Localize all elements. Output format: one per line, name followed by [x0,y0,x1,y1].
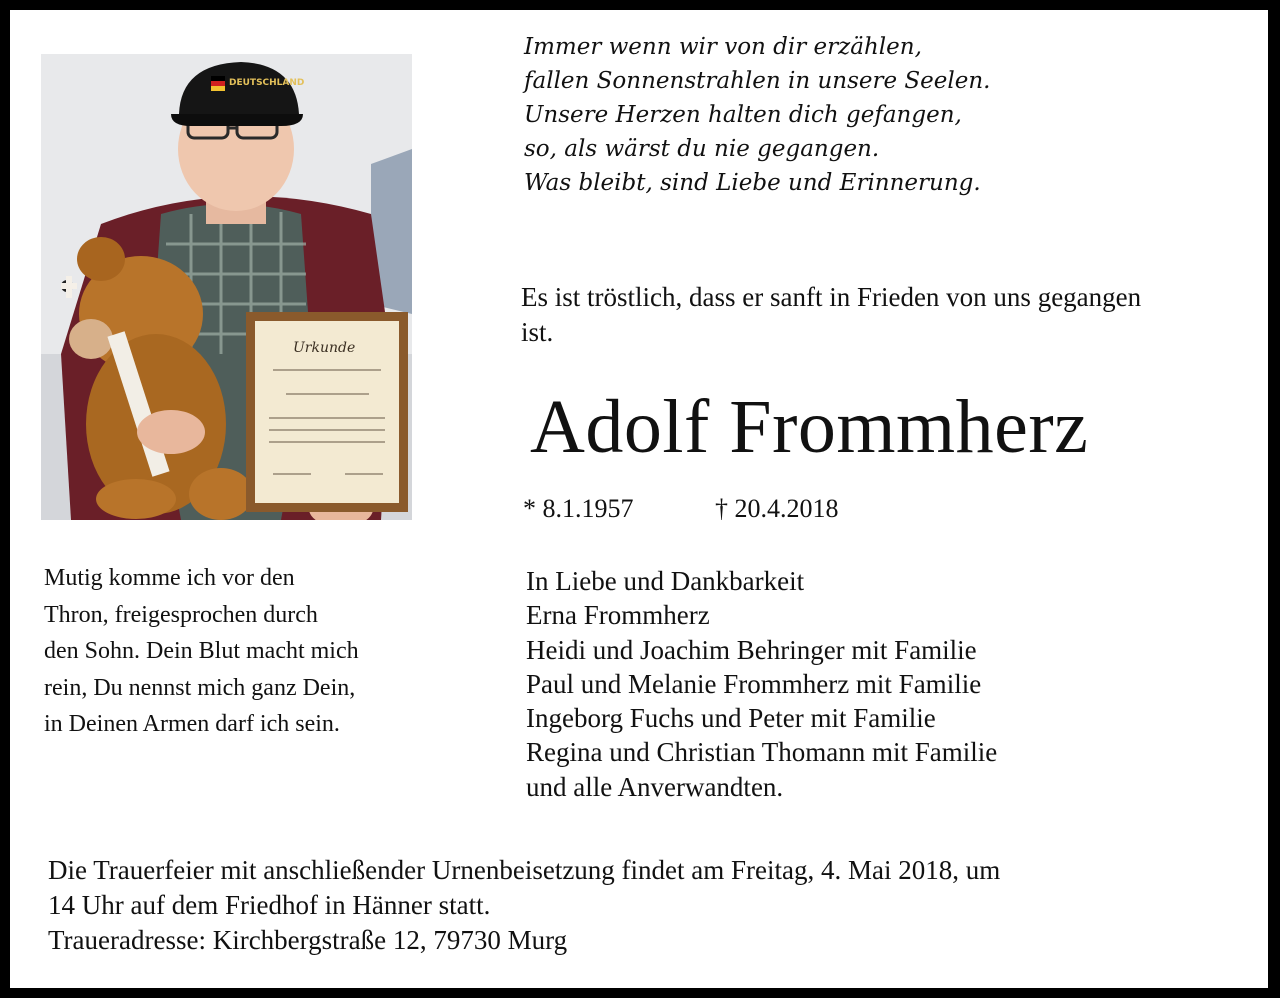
life-dates [523,492,839,526]
poem-line: Immer wenn wir von dir erzählen, [524,34,922,60]
mourner-entry: Heidi und Joachim Behringer mit Familie [526,634,977,665]
certificate-title: Urkunde [293,340,356,356]
funeral-details-line: Die Trauerfeier mit anschließender Urnenbeisetzung findet am Freitag, 4. Mai 2018, um [48,855,1001,885]
memorial-poem [524,30,991,200]
poem-line: Was bleibt, sind Liebe und Erinnerung. [524,170,981,196]
deceased-name: Adolf Frommherz [530,385,1089,469]
poem-line: so, als wärst du nie gegangen. [524,136,880,162]
verse-line: in Deinen Armen darf ich sein. [44,711,340,737]
birth-date: * 8.1.1957 [523,494,634,523]
funeral-details-line: 14 Uhr auf dem Friedhof in Hänner statt. [48,890,491,920]
mourner-entry: und alle Anverwandten. [526,771,784,802]
poem-line: Unsere Herzen halten dich gefangen, [524,102,962,128]
portrait-photo [41,54,412,520]
obituary-card [10,10,1268,988]
mourner-entry: Paul und Melanie Frommherz mit Familie [526,668,982,699]
faith-verse [44,560,444,743]
mourner-entry: Ingeborg Fuchs und Peter mit Familie [526,703,936,734]
verse-line: rein, Du nennst mich ganz Dein, [44,674,356,701]
verse-line: Mutig komme ich vor den [44,565,295,591]
verse-line: Thron, freigesprochen durch [44,601,318,628]
cap-lettering: DEUTSCHLAND [229,78,305,88]
mourner-entry: Regina und Christian Thomann mit Familie [526,737,998,768]
mourner-entry: Erna Frommherz [526,600,710,631]
poem-line: fallen Sonnenstrahlen in unsere Seelen. [524,68,991,94]
condolence-address: Traueradresse: Kirchbergstraße 12, 79730 Murg [48,925,568,955]
comfort-statement: Es ist tröstlich, dass er sanft in Frieden von uns gegangen ist. [521,282,1142,347]
verse-line: den Sohn. Dein Blut macht mich [44,638,359,664]
mourners-intro: In Liebe und Dankbarkeit [526,566,805,596]
funeral-details [48,853,1238,958]
mourners-list [526,564,997,804]
portrait-illustration [41,54,412,520]
death-date: † 20.4.2018 [715,494,839,523]
